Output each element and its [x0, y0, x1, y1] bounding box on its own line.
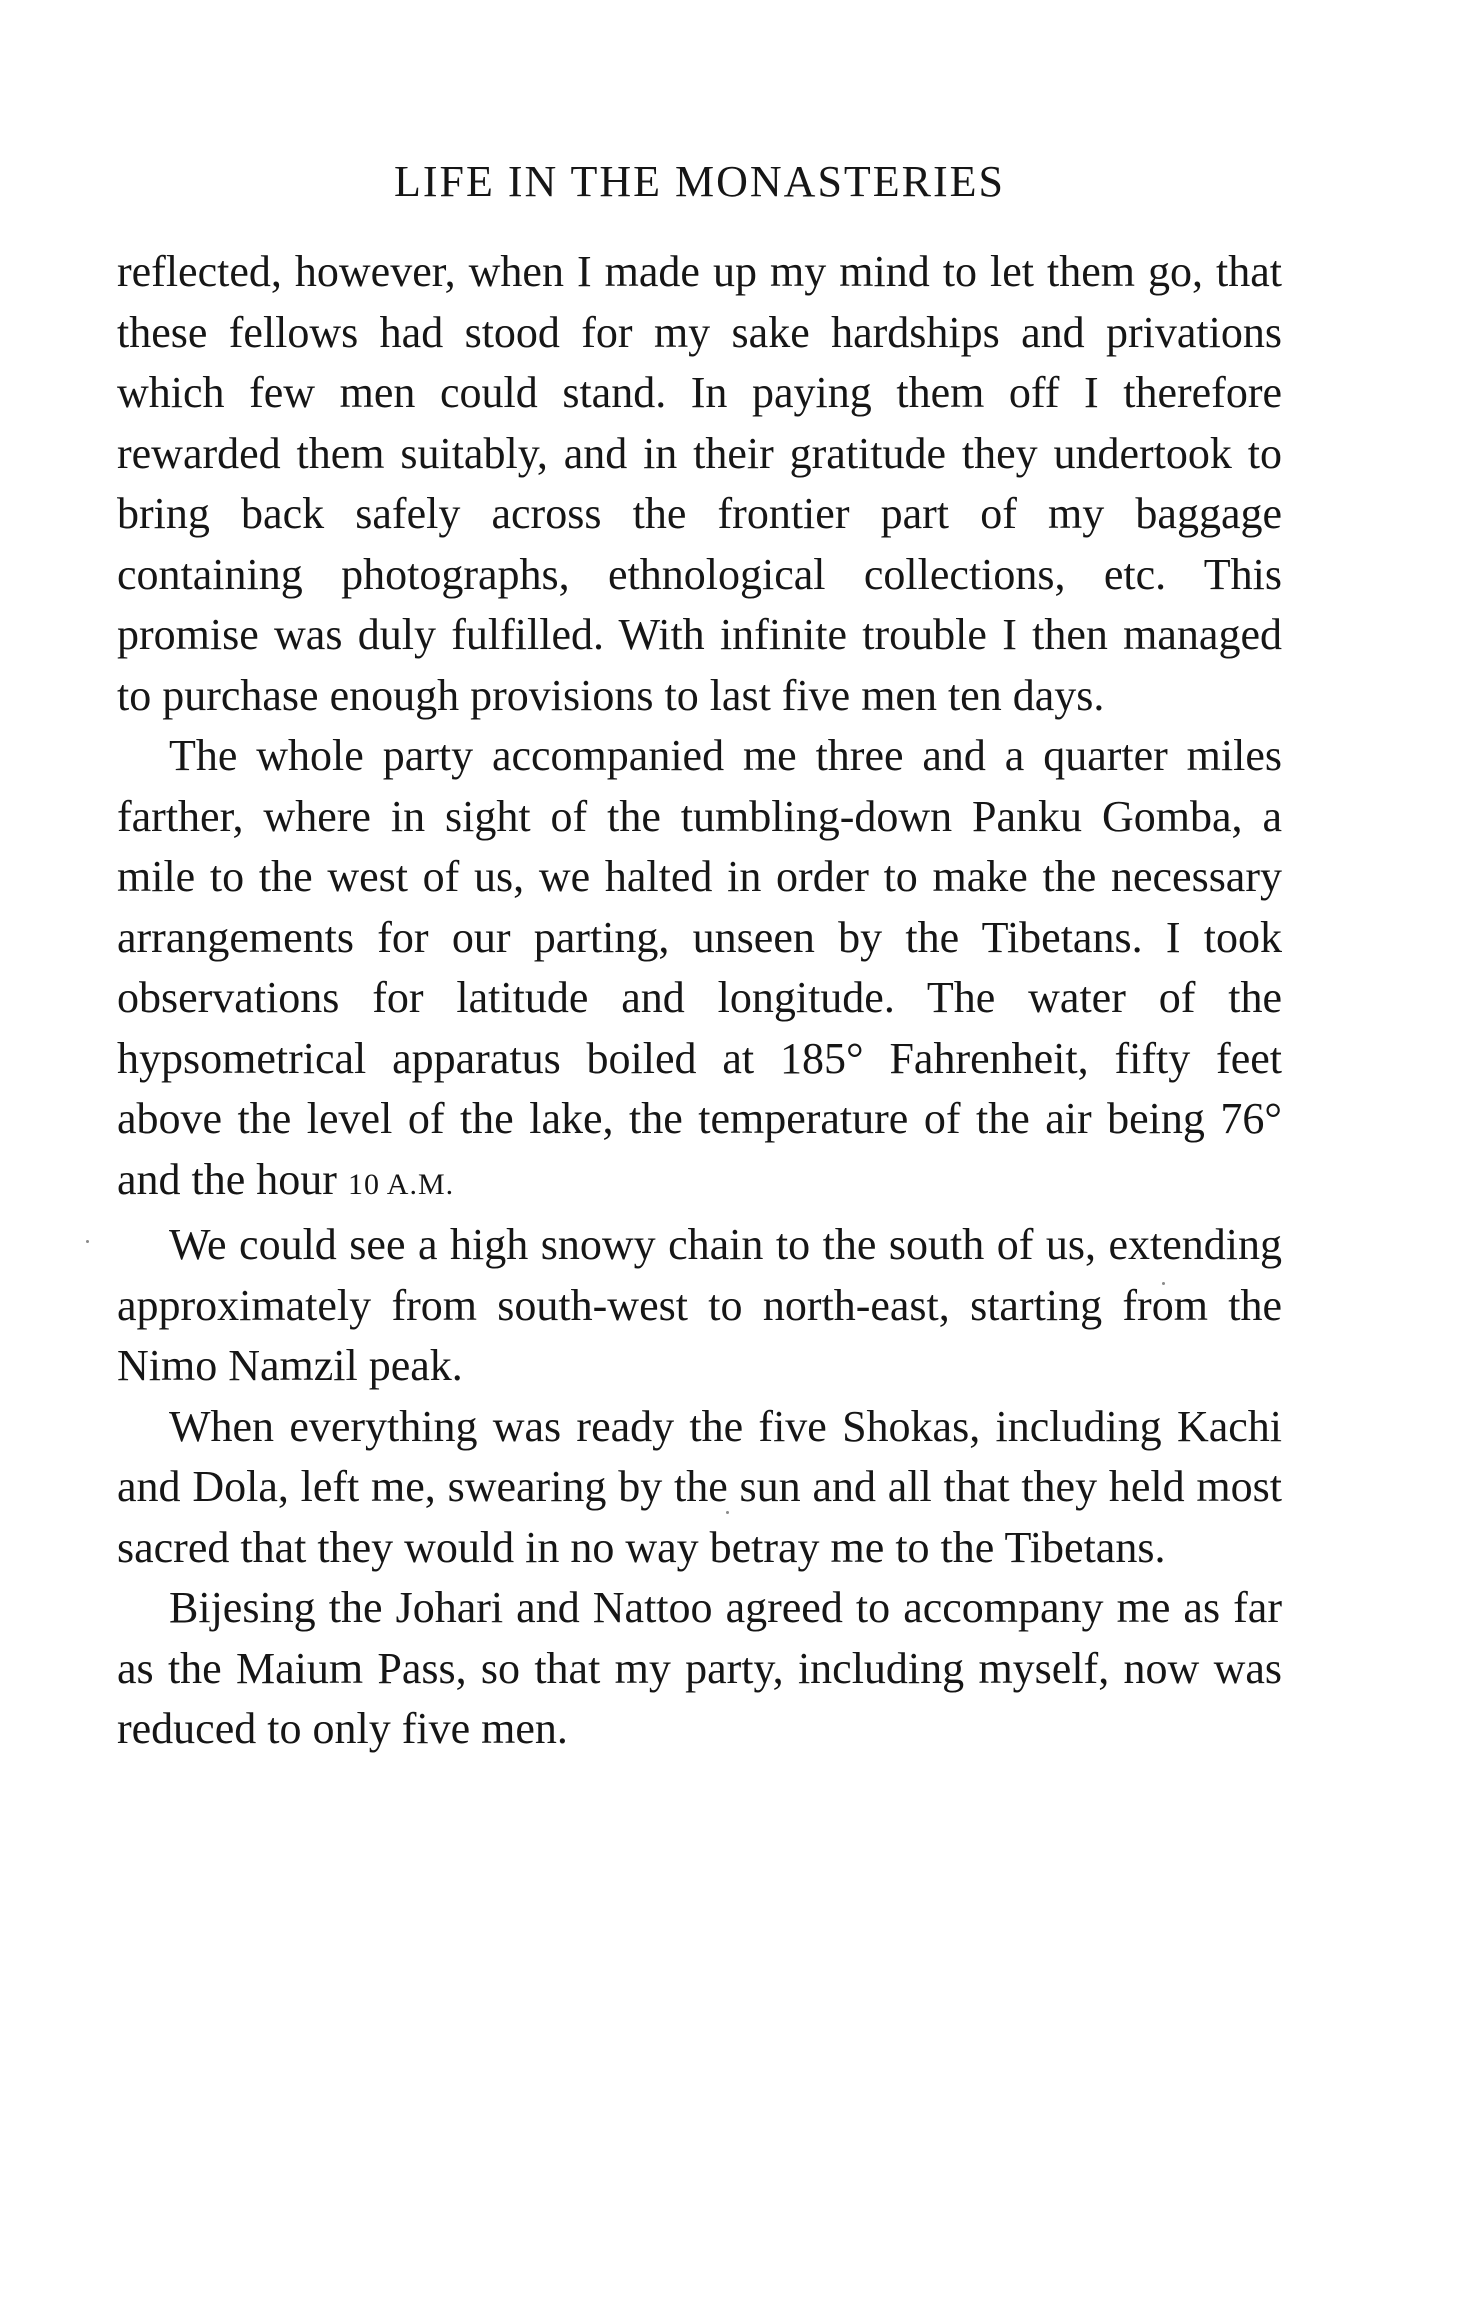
paragraph	[117, 726, 1282, 1215]
body-text	[117, 242, 1282, 1760]
paragraph: Bijesing the Johari and Nattoo agreed to accompany me as far as the Maium Pass, so that my party, including myself, now was reduced to only five men.	[117, 1583, 1282, 1753]
print-speck	[86, 1240, 89, 1243]
paragraph-text: The whole party accompanied me three and a quarter miles farther, where in sight of the tumbling-down Panku Gomba, a mile to the west of us, we halted in order to make the necessary arrangements for our parting, unseen by the Tibetans. I took observations for latitude and longitude. The water of the hypsometrical apparatus boiled at 185° Fahrenheit, fifty feet above the level of the lake, the temperature of the air being 76° and the hour	[117, 731, 1282, 1204]
time-of-day: 10 A.M.	[347, 1167, 455, 1201]
paragraph: When everything was ready the five Shokas, including Kachi and Dola, left me, swearing by the sun and all that they held most sacred that they would in no way betray me to the Tibetans.	[117, 1401, 1282, 1572]
book-page	[117, 157, 1282, 1760]
paragraph: reflected, however, when I made up my mind to let them go, that these fellows had stood for my sake hardships and privations which few men could stand. In paying them off I therefore rewarded them suitably, and in their gratitude they undertook to bring back safely across the frontier part of my baggage containing photographs, ethnological collections, etc. This promise was duly fulfilled. With infinite trouble I then managed to purchase enough provisions to last five men ten days.	[117, 247, 1282, 720]
running-head: LIFE IN THE MONASTERIES	[393, 157, 1006, 206]
paragraph: We could see a high snowy chain to the south of us, extending approximately from south-west to north-east, starting from the Nimo Namzil peak.	[117, 1220, 1282, 1390]
